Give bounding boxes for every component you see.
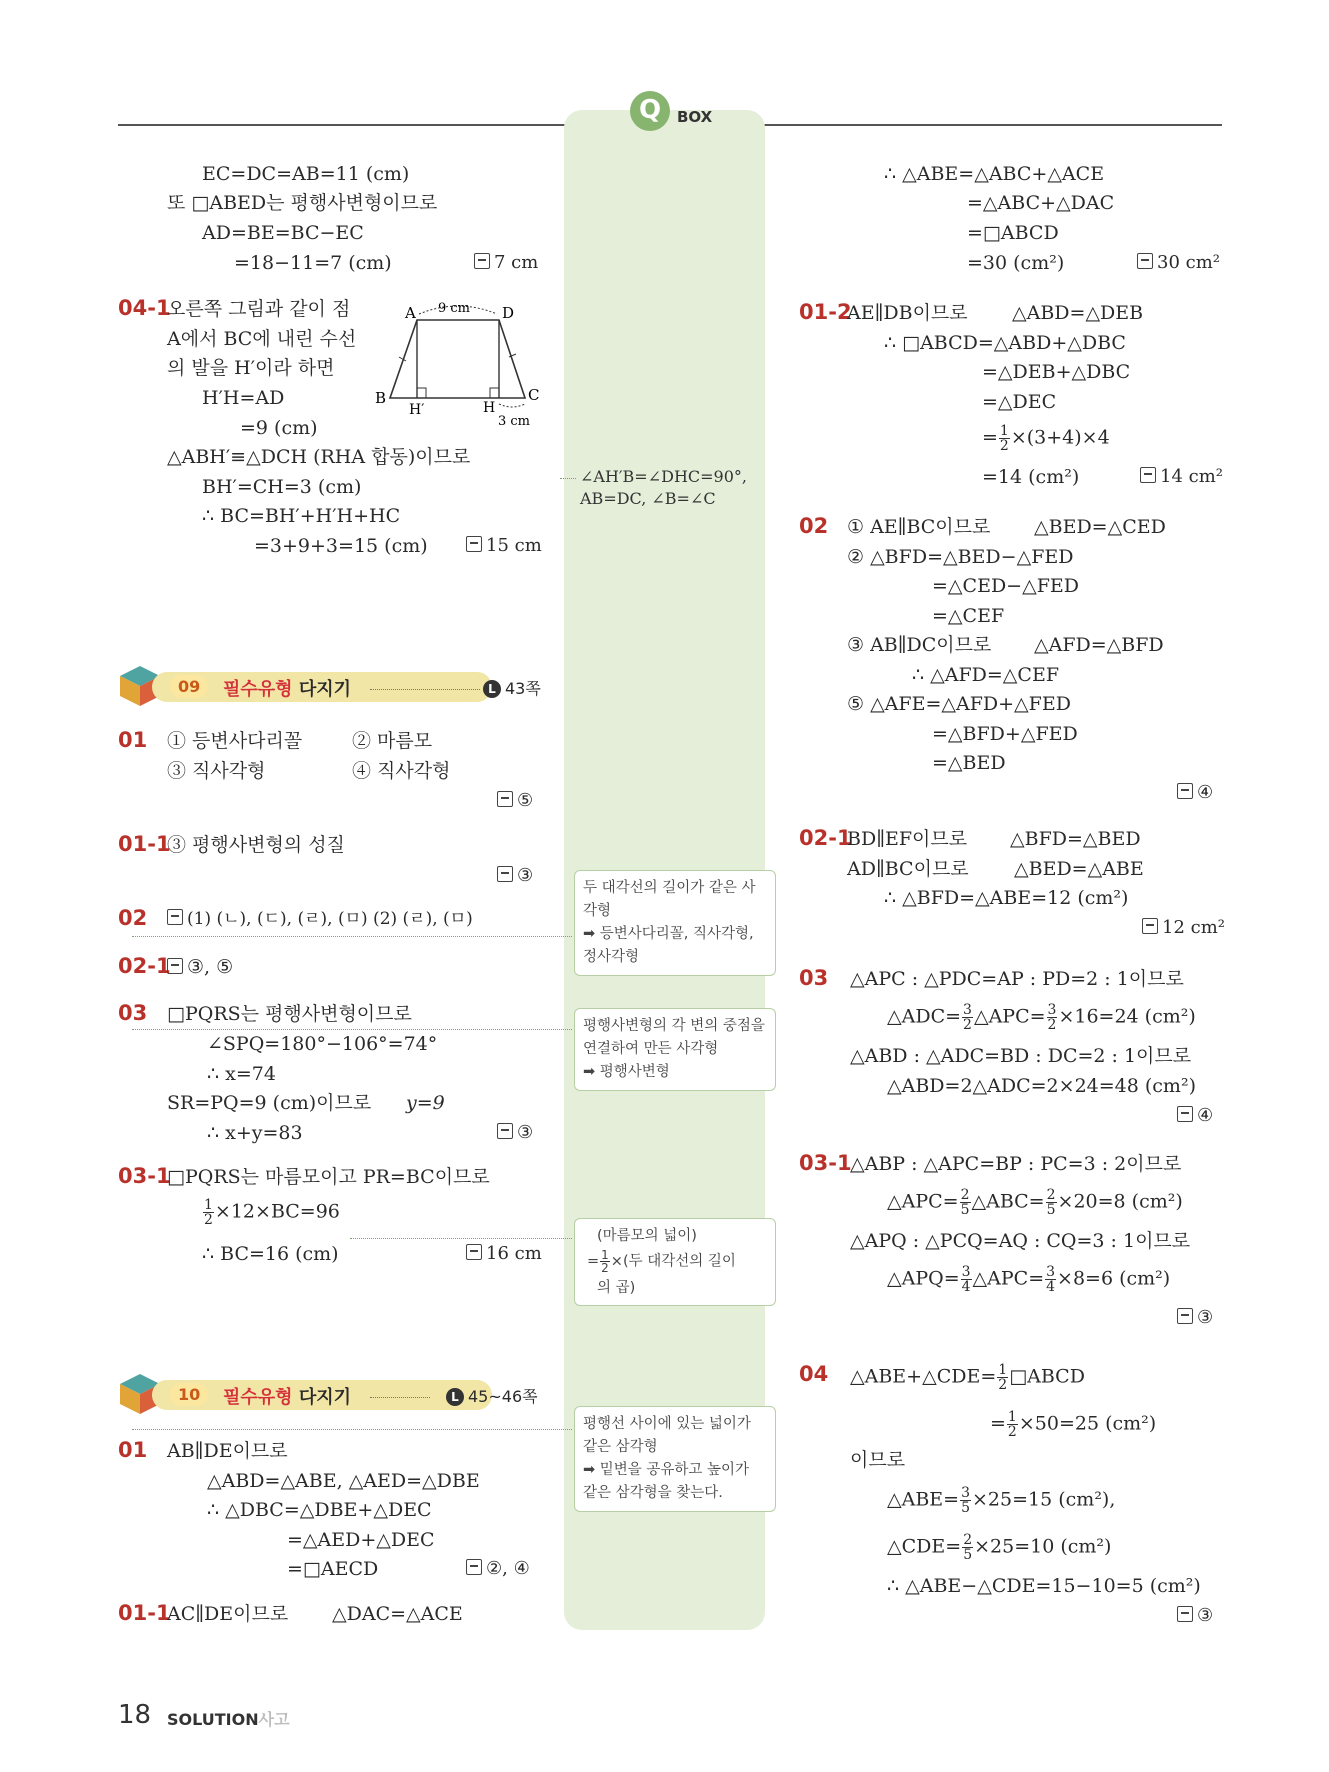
answer-icon — [167, 958, 183, 974]
problem-label-04-1: 04-1 — [118, 296, 171, 320]
r03-line-2: △ADC= $\frac{3}{2}$ △APC= $\frac{3}{2}$ ×16=24 (cm²) — [887, 1002, 1196, 1033]
problem-label-r04: 04 — [799, 1362, 829, 1386]
answer-icon — [1137, 253, 1153, 269]
left-line-4: =18−11=7 (cm) — [234, 252, 392, 274]
r-line-1: ∴ △ABE=△ABC+△ACE — [884, 163, 1105, 185]
r031-line-4: △APQ= $\frac{3}{4}$ △APC= $\frac{3}{4}$ ×8=6 (cm²) — [887, 1264, 1171, 1295]
p012-line-5: = $\frac{1}{2}$ ×(3+4)×4 — [982, 423, 1110, 454]
answer-text: ⑤ — [517, 790, 534, 811]
answer-text: 7 cm — [494, 252, 539, 273]
p03-line-2: ∠SPQ=180°−106°=74° — [207, 1033, 438, 1055]
page-number: 18 — [118, 1700, 152, 1730]
answer-icon — [497, 1123, 513, 1139]
problem-label-02-1: 02-1 — [118, 954, 171, 978]
answer-p011 — [497, 865, 533, 887]
answer-text: 30 cm² — [1157, 252, 1220, 273]
fig-label-B: B — [375, 389, 387, 407]
section-title-rest: 다지기 — [298, 1387, 352, 1408]
leader-03 — [132, 1029, 572, 1030]
answer-text: ②, ④ — [486, 1558, 530, 1579]
q01-line-3: ∴ △DBC=△DBE+△DEC — [207, 1499, 432, 1521]
p012-line-4: =△DEC — [982, 391, 1057, 413]
note-4-line-1: (마름모의 넓이) — [597, 1228, 697, 1244]
problem-label-03: 03 — [118, 1001, 148, 1025]
r04-line-1: △ABE+△CDE= $\frac{1}{2}$ □ABCD — [850, 1362, 1085, 1393]
r02-line-8: =△BFD+△FED — [932, 723, 1078, 745]
fraction-half: $\frac{1}{2}$ — [601, 1248, 609, 1275]
section-number: 10 — [170, 1383, 208, 1406]
note-4 — [574, 1218, 776, 1306]
p041-line-8: ∴ BC=BH′+H′H+HC — [202, 505, 401, 527]
answer-icon — [497, 866, 513, 882]
section-header-09 — [118, 664, 541, 704]
p01-choice-2: ② 마름모 — [352, 730, 433, 752]
r021-line-2: AD∥BC이므로 — [847, 858, 969, 880]
answer-text: ④ — [1197, 782, 1214, 803]
answer-p031 — [466, 1243, 542, 1265]
fraction-half: $\frac{1}{2}$ — [998, 1362, 1008, 1393]
fraction-2-5: $\frac{2}{5}$ — [960, 1187, 970, 1218]
fig-label-C: C — [528, 386, 540, 404]
r04-line-4: △ABE= $\frac{3}{5}$ ×25=15 (cm²), — [887, 1485, 1116, 1516]
answer-icon — [1177, 783, 1193, 799]
answer-q01 — [466, 1558, 530, 1580]
answer-icon — [466, 536, 482, 552]
fraction-half: $\frac{1}{2}$ — [999, 423, 1009, 454]
p03-line-4b: y=9 — [406, 1092, 445, 1114]
p012-line-3: =△DEB+△DBC — [982, 361, 1131, 383]
section-page-ref — [483, 676, 541, 699]
note-1-line-2: AB=DC, ∠B=∠C — [580, 489, 716, 508]
problem-label-01-2: 01-2 — [799, 300, 852, 324]
section-page-ref — [446, 1384, 538, 1407]
answer-text: ③ — [1197, 1307, 1214, 1328]
fig-top-length: 9 cm — [438, 301, 471, 316]
top-rule-right — [762, 124, 1222, 126]
answer-r02 — [1177, 782, 1213, 804]
r02-line-5: ③ AB∥DC이므로 — [847, 634, 992, 656]
section-number: 09 — [170, 675, 208, 698]
answer-text: 16 cm — [486, 1243, 542, 1264]
r02-line-4: =△CEF — [932, 605, 1005, 627]
note-3 — [574, 1008, 776, 1091]
p03-line-5: ∴ x+y=83 — [207, 1122, 303, 1144]
p02-answer — [167, 908, 473, 930]
r02-line-2: ② △BFD=△BED−△FED — [847, 546, 1074, 568]
left-line-1: EC=DC=AB=11 (cm) — [202, 163, 410, 185]
answer-icon — [497, 791, 513, 807]
q-box-label: BOX — [677, 108, 713, 126]
note-4-line-2: = $\frac{1}{2}$ ×(두 대각선의 길이 — [587, 1248, 736, 1275]
note-5 — [574, 1406, 776, 1512]
fig-label-H: H — [483, 400, 496, 416]
r021-line-3: ∴ △BFD=△ABE=12 (cm²) — [884, 887, 1129, 909]
note-connector-1 — [560, 478, 576, 479]
p03-line-1: □PQRS는 평행사변형이므로 — [167, 1003, 412, 1025]
answer-icon — [167, 909, 183, 925]
section-title-red: 필수유형 — [223, 1387, 293, 1408]
p012-line-5-text: ×(3+4)×4 — [1010, 426, 1110, 449]
answer-text: 12 cm² — [1162, 917, 1225, 938]
r02-line-5b: △AFD=△BFD — [1034, 634, 1164, 656]
page-ref-text: 45~46쪽 — [468, 1387, 538, 1406]
section-title — [223, 675, 351, 701]
answer-r1 — [1137, 252, 1220, 274]
section-title — [223, 1383, 351, 1409]
answer-text: ③ — [517, 865, 534, 886]
q011-line-1: AC∥DE이므로 — [167, 1603, 289, 1625]
problem-label-r03-1: 03-1 — [799, 1151, 852, 1175]
p011-text: ③ 평행사변형의 성질 — [167, 834, 345, 856]
problem-label-r02: 02 — [799, 514, 829, 538]
right-angle-mark-left — [417, 388, 426, 398]
r031-line-1: △ABP : △APC=BP : PC=3 : 2이므로 — [850, 1153, 1182, 1175]
answer-7cm — [474, 252, 538, 274]
leader-02 — [132, 936, 572, 937]
r02-line-1b: △BED=△CED — [1034, 516, 1166, 538]
answer-r04 — [1177, 1605, 1213, 1627]
answer-icon — [1177, 1308, 1193, 1324]
r02-line-6: ∴ △AFD=△CEF — [912, 664, 1059, 686]
problem-label-10-01-1: 01-1 — [118, 1601, 171, 1625]
r02-line-3: =△CED−△FED — [932, 575, 1079, 597]
p041-line-2: A에서 BC에 내린 수선 — [167, 328, 357, 350]
footer-brand-text: SOLUTION — [167, 1710, 259, 1729]
q01-line-4: =△AED+△DEC — [287, 1529, 435, 1551]
bottom-brace — [499, 404, 525, 407]
p03-line-4: SR=PQ=9 (cm)이므로 — [167, 1092, 372, 1114]
footer-brand-tail: 사고 — [258, 1710, 290, 1729]
fig-label-A: A — [405, 304, 416, 322]
q01-line-5: =□AECD — [287, 1558, 379, 1580]
answer-icon — [474, 253, 490, 269]
r03-line-1: △APC : △PDC=AP : PD=2 : 1이므로 — [850, 968, 1184, 990]
r02-line-7: ⑤ △AFE=△AFD+△FED — [847, 693, 1071, 715]
leader-10-01 — [132, 1429, 572, 1430]
p031-line-1: □PQRS는 마름모이고 PR=BC이므로 — [167, 1166, 490, 1188]
top-rule-left — [118, 124, 568, 126]
r031-line-3: △APQ : △PCQ=AQ : CQ=3 : 1이므로 — [850, 1230, 1191, 1252]
r-line-4: =30 (cm²) — [967, 252, 1065, 274]
fraction-3-4: $\frac{3}{4}$ — [961, 1264, 971, 1295]
q-box-letter: Q — [638, 95, 662, 125]
p03-line-3: ∴ x=74 — [207, 1063, 276, 1085]
answer-15cm — [466, 535, 542, 557]
problem-label-03-1: 03-1 — [118, 1164, 171, 1188]
answer-icon — [466, 1244, 482, 1260]
r02-line-1: ① AE∥BC이므로 — [847, 516, 991, 538]
p01-choice-1: ① 등변사다리꼴 — [167, 730, 303, 752]
answer-p01 — [497, 790, 533, 812]
left-line-3: AD=BE=BC−EC — [202, 222, 364, 244]
left-line-2: 또 □ABED는 평행사변형이므로 — [167, 192, 438, 214]
fraction-2-5: $\frac{2}{5}$ — [1046, 1187, 1056, 1218]
leader-031 — [350, 1238, 572, 1239]
p01-choice-4: ④ 직사각형 — [352, 760, 451, 782]
p012-line-1: AE∥DB이므로 — [847, 302, 968, 324]
r04-line-5: △CDE= $\frac{2}{5}$ ×25=10 (cm²) — [887, 1532, 1112, 1563]
p012-line-1b: △ABD=△DEB — [1012, 302, 1144, 324]
problem-label-02: 02 — [118, 906, 148, 930]
answer-r021 — [1142, 917, 1225, 939]
note-4-line-2-text: ×(두 대각선의 길이 — [610, 1253, 736, 1270]
r031-line-2: △APC= $\frac{2}{5}$ △ABC= $\frac{2}{5}$ ×20=8 (cm²) — [887, 1187, 1183, 1218]
footer-brand — [167, 1707, 290, 1730]
answer-text: ③, ⑤ — [187, 956, 234, 978]
r021-line-2b: △BED=△ABE — [1014, 858, 1144, 880]
r021-line-1: BD∥EF이므로 — [847, 828, 968, 850]
r02-line-9: =△BED — [932, 752, 1006, 774]
answer-text: ③ — [517, 1122, 534, 1143]
fraction-3-5: $\frac{3}{5}$ — [961, 1485, 971, 1516]
p041-line-6: △ABH′≡△DCH (RHA 합동)이므로 — [167, 446, 471, 468]
p012-line-6: =14 (cm²) — [982, 466, 1080, 488]
note-4-line-3: 의 곱) — [597, 1280, 636, 1296]
answer-icon — [466, 1559, 482, 1575]
problem-label-02-1-right: 02-1 — [799, 826, 852, 850]
r021-line-1b: △BFD=△BED — [1010, 828, 1141, 850]
section-header-10 — [118, 1372, 558, 1412]
answer-text: ④ — [1197, 1105, 1214, 1126]
p01-choice-3: ③ 직사각형 — [167, 760, 266, 782]
fig-bottom-length: 3 cm — [498, 414, 531, 429]
answer-icon — [1140, 467, 1156, 483]
page-ref-text: 43쪽 — [505, 679, 541, 698]
right-angle-mark-right — [490, 388, 499, 398]
p041-line-4: H′H=AD — [202, 387, 285, 409]
answer-p03 — [497, 1122, 533, 1144]
page-ref-icon: L — [483, 680, 501, 698]
note-2-result: ➡ 등변사다리꼴, 직사각형, 정사각형 — [583, 926, 754, 965]
answer-r03 — [1177, 1105, 1213, 1127]
r03-line-3: △ABD : △ADC=BD : DC=2 : 1이므로 — [850, 1045, 1192, 1067]
answer-text: (1) (ㄴ), (ㄷ), (ㄹ), (ㅁ) (2) (ㄹ), (ㅁ) — [187, 909, 473, 929]
problem-label-01: 01 — [118, 728, 148, 752]
fraction-3-2: $\frac{3}{2}$ — [963, 1002, 972, 1033]
note-3-text: 평행사변형의 각 변의 중점을 연결하여 만든 사각형 — [583, 1018, 765, 1057]
r03-line-4: △ABD=2△ADC=2×24=48 (cm²) — [887, 1075, 1196, 1097]
answer-icon — [1177, 1106, 1193, 1122]
fraction-3-2: $\frac{3}{2}$ — [1047, 1002, 1057, 1033]
p031-line-3: ∴ BC=16 (cm) — [202, 1243, 339, 1265]
fraction-3-4: $\frac{3}{4}$ — [1046, 1264, 1056, 1295]
answer-text: 15 cm — [486, 535, 542, 556]
note-2 — [574, 870, 776, 976]
r-line-2: =△ABC+△DAC — [967, 192, 1115, 214]
p031-line-2 — [202, 1198, 340, 1227]
answer-icon — [1142, 918, 1158, 934]
note-5-text: 평행선 사이에 있는 넓이가 같은 삼각형 — [583, 1416, 751, 1455]
problem-label-r03: 03 — [799, 966, 829, 990]
r-line-3: =□ABCD — [967, 222, 1059, 244]
section-title-red: 필수유형 — [223, 679, 293, 700]
r04-line-2: = $\frac{1}{2}$ ×50=25 (cm²) — [990, 1409, 1157, 1440]
problem-label-10-01: 01 — [118, 1438, 148, 1462]
p021-answer — [167, 956, 233, 978]
p031-line-2-text: ×12×BC=96 — [214, 1200, 340, 1223]
fig-label-H-prime: H′ — [409, 402, 425, 418]
fig-label-D: D — [502, 304, 515, 322]
note-2-text: 두 대각선의 길이가 같은 사각형 — [583, 880, 756, 919]
problem-label-01-1: 01-1 — [118, 832, 171, 856]
q011-line-1b: △DAC=△ACE — [332, 1603, 463, 1625]
answer-text: ③ — [1197, 1605, 1214, 1626]
trapezoid-shape — [390, 320, 525, 398]
section-leader — [370, 1397, 430, 1398]
section-leader — [370, 689, 480, 690]
p041-line-3: 의 발을 H′이라 하면 — [167, 357, 335, 379]
page-ref-icon: L — [446, 1388, 464, 1406]
note-3-result: ➡ 평행사변형 — [583, 1064, 670, 1080]
section-title-rest: 다지기 — [298, 679, 352, 700]
q01-line-2: △ABD=△ABE, △AED=△DBE — [207, 1470, 480, 1492]
r04-line-3: 이므로 — [850, 1449, 906, 1471]
note-5-result: ➡ 밑변을 공유하고 높이가 같은 삼각형을 찾는다. — [583, 1462, 750, 1501]
fraction-2-5: $\frac{2}{5}$ — [963, 1532, 973, 1563]
trapezoid-figure — [375, 296, 545, 431]
fraction-half: $\frac{1}{2}$ — [1007, 1409, 1017, 1440]
answer-p012 — [1140, 466, 1223, 488]
answer-icon — [1177, 1606, 1193, 1622]
p012-line-2: ∴ □ABCD=△ABD+△DBC — [884, 332, 1126, 354]
p041-line-7: BH′=CH=3 (cm) — [202, 476, 362, 498]
q01-line-1: AB∥DE이므로 — [167, 1440, 288, 1462]
p041-line-1: 오른쪽 그림과 같이 점 — [167, 298, 351, 320]
r04-line-6: ∴ △ABE−△CDE=15−10=5 (cm²) — [887, 1575, 1201, 1597]
p041-line-9: =3+9+3=15 (cm) — [254, 535, 428, 557]
answer-r031 — [1177, 1307, 1213, 1329]
note-1-line-1: ∠AH′B=∠DHC=90°, — [580, 467, 747, 486]
fraction-half: $\frac{1}{2}$ — [204, 1197, 213, 1228]
answer-text: 14 cm² — [1160, 466, 1223, 487]
p041-line-5: =9 (cm) — [240, 417, 318, 439]
